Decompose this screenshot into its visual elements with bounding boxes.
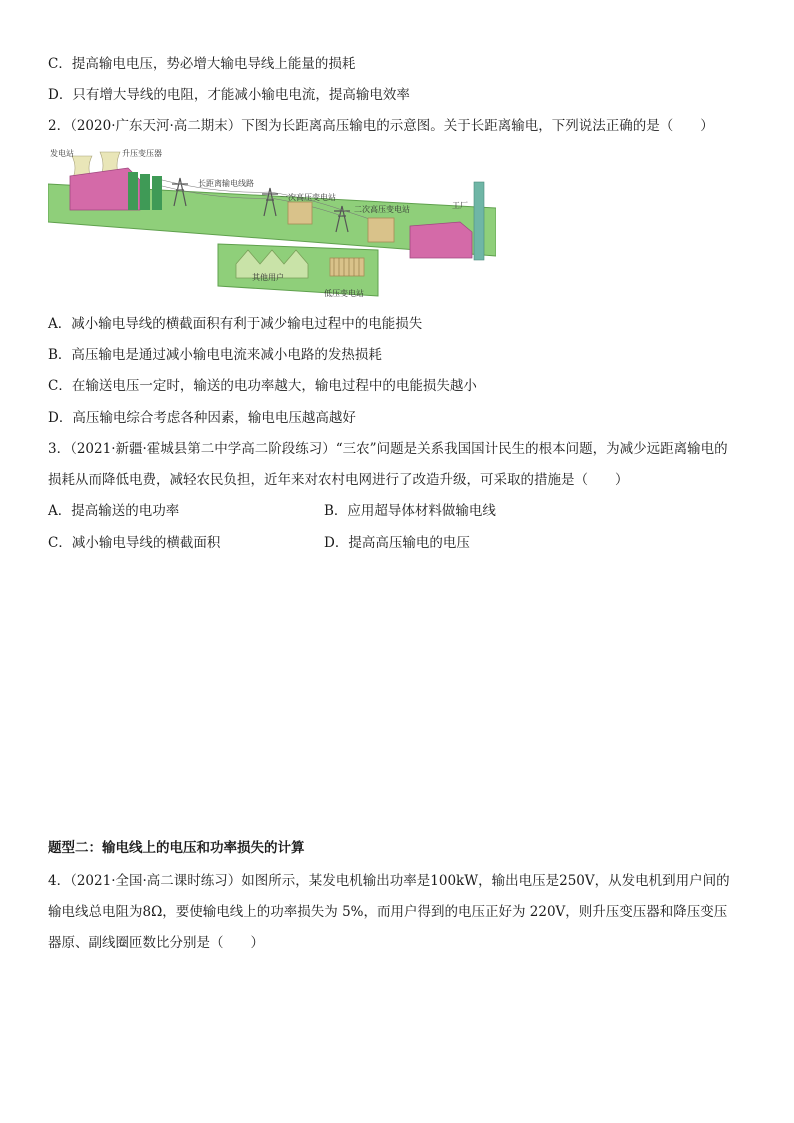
question-3-option-a: A．提高输送的电功率	[48, 503, 180, 519]
question-2-option-d: D．高压输电综合考虑各种因素，输电电压越高越好	[48, 410, 356, 426]
question-3-option-c: C．减小输电导线的横截面积	[48, 535, 221, 551]
section-heading: 题型二：输电线上的电压和功率损失的计算	[48, 840, 305, 856]
label-other-users: 其他用户	[252, 273, 284, 282]
step-up-transformer-3	[152, 176, 162, 210]
secondary-substation-box	[368, 218, 394, 242]
label-secondary-substation: 二次高压变电站	[354, 205, 410, 214]
question-2-option-c: C．在输送电压一定时，输送的电功率越大，输电过程中的电能损失越小	[48, 378, 477, 394]
question-3-stem-line-2: 损耗从而降低电费，减轻农民负担，近年来对农村电网进行了改造升级，可采取的措施是（ ）	[48, 472, 629, 488]
question-2-stem: 2．（2020·广东天河·高二期末）下图为长距离高压输电的示意图。关于长距离输电，下列说法正确的是（ ）	[48, 118, 714, 134]
question-3-option-d: D．提高高压输电的电压	[324, 535, 470, 551]
question-3-stem-line-1: 3．（2021·新疆·霍城县第二中学高二阶段练习）“三农”问题是关系我国国计民生的根本问题，为减少远距离输电的	[48, 441, 728, 457]
label-step-up-transformer: 升压变压器	[122, 149, 162, 158]
option-d-prev: D．只有增大导线的电阻，才能减小输电电流，提高输电效率	[48, 87, 410, 103]
primary-substation-box	[288, 202, 312, 224]
question-4-stem-line-1: 4．（2021·全国·高二课时练习）如图所示，某发电机输出功率是100kW，输出电压是250V，从发电机到用户间的	[48, 873, 730, 889]
factory-chimney	[474, 182, 484, 260]
label-primary-substation: 一次高压变电站	[280, 193, 336, 202]
label-power-station: 发电站	[50, 149, 74, 158]
factory-building	[410, 222, 472, 258]
label-long-line: 长距离输电线路	[198, 179, 254, 188]
question-4-stem-line-2: 输电线总电阻为8Ω，要使输电线上的功率损失为 5%，而用户得到的电压正好为 220V，则升压变压器和降压变压	[48, 904, 728, 920]
label-factory: 工厂	[452, 201, 468, 210]
label-low-voltage-substation: 低压变电站	[324, 289, 364, 298]
question-3-option-b: B．应用超导体材料做输电线	[324, 503, 496, 519]
question-2-option-b: B．高压输电是通过减小输电电流来减小电路的发热损耗	[48, 347, 382, 363]
step-up-transformer-1	[128, 172, 138, 210]
option-c-prev: C．提高输电电压，势必增大输电导线上能量的损耗	[48, 56, 356, 72]
question-4-stem-line-3: 器原、副线圈匝数比分别是（ ）	[48, 935, 264, 951]
question-2-option-a: A．减小输电导线的横截面积有利于减少输电过程中的电能损失	[48, 316, 423, 332]
step-up-transformer-2	[140, 174, 150, 210]
power-transmission-diagram	[48, 146, 496, 302]
